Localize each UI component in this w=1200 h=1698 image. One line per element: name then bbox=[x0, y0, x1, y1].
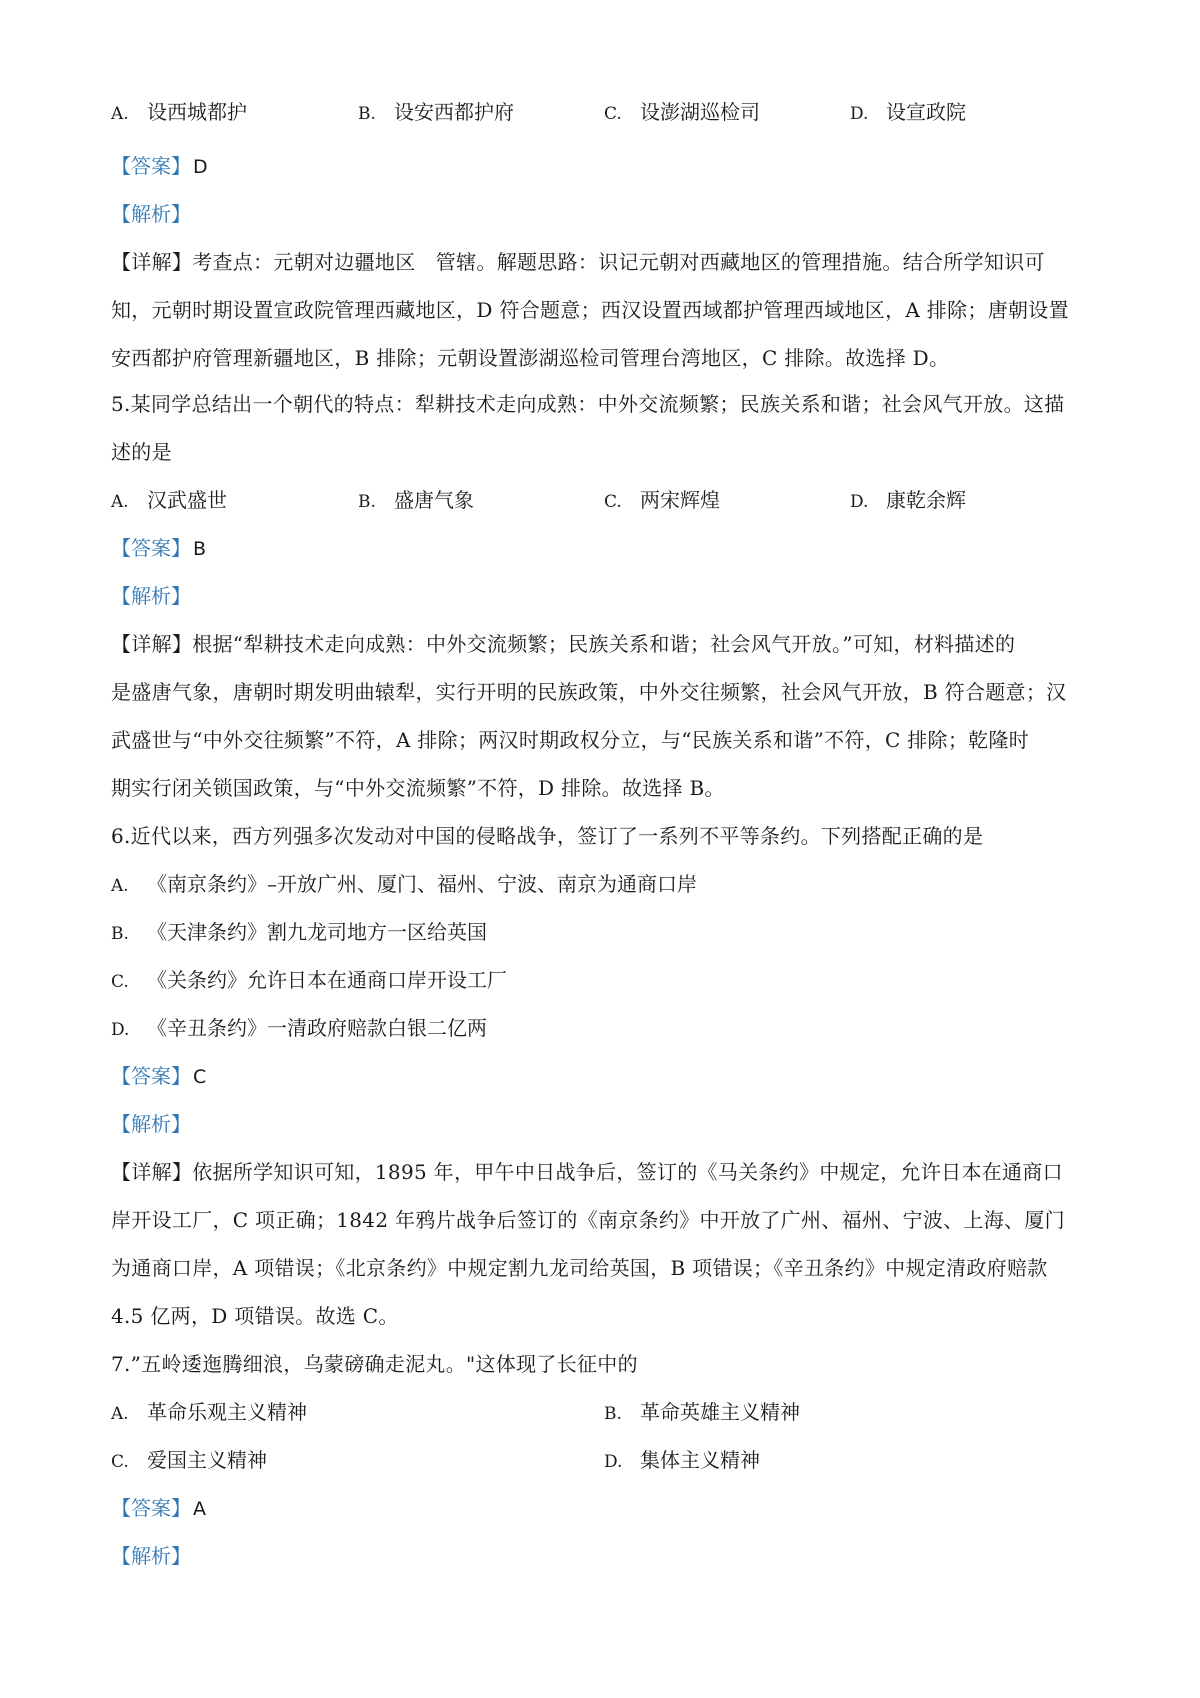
q7-option-d: D. 集体主义精神 bbox=[604, 1448, 760, 1472]
q4-detail-line: 【详解】考查点：元朝对边疆地区 管辖。解题思路：识记元朝对西藏地区的管理措施。结合所学知识可 bbox=[111, 250, 1045, 274]
q7-answer: 【答案】 A bbox=[111, 1496, 206, 1520]
q6-option-b: B. 《天津条约》割九龙司地方一区给英国 bbox=[111, 920, 487, 944]
q4-option-c: C. 设澎湖巡检司 bbox=[604, 100, 760, 124]
q6-detail-line: 4.5 亿两，D 项错误。故选 C。 bbox=[111, 1304, 399, 1328]
q5-stem-line: 述的是 bbox=[111, 440, 172, 464]
q4-option-b: B. 设安西都护府 bbox=[358, 100, 514, 124]
q6-option-a: A. 《南京条约》–开放广州、厦门、福州、宁波、南京为通商口岸 bbox=[111, 872, 697, 896]
q5-analysis-heading: 【解析】 bbox=[111, 584, 191, 608]
q7-analysis-heading: 【解析】 bbox=[111, 1544, 191, 1568]
q4-option-d: D. 设宣政院 bbox=[850, 100, 966, 124]
q7-stem: 7.”五岭逶迤腾细浪，乌蒙磅确走泥丸。"这体现了长征中的 bbox=[111, 1352, 638, 1376]
q5-detail-line: 期实行闭关锁国政策，与“中外交流频繁”不符，D 排除。故选择 B。 bbox=[111, 776, 725, 800]
q5-option-d: D. 康乾余辉 bbox=[850, 488, 966, 512]
q4-detail-line: 安西都护府管理新疆地区，B 排除；元朝设置澎湖巡检司管理台湾地区，C 排除。故选择 D。 bbox=[111, 346, 950, 370]
q6-detail-line: 岸开设工厂，C 项正确；1842 年鸦片战争后签订的《南京条约》中开放了广州、福州、宁波、上海、厦门 bbox=[111, 1208, 1065, 1232]
q4-option-a: A. 设西城都护 bbox=[111, 100, 247, 124]
q6-option-d: D. 《辛丑条约》一清政府赔款白银二亿两 bbox=[111, 1016, 487, 1040]
q5-stem-line: 5.某同学总结出一个朝代的特点：犁耕技术走向成熟：中外交流频繁；民族关系和谐；社会风气开放。这描 bbox=[111, 392, 1065, 416]
q4-detail-line: 知，元朝时期设置宣政院管理西藏地区，D 符合题意；西汉设置西域都护管理西域地区，A 排除；唐朝设置 bbox=[111, 298, 1069, 322]
q6-stem: 6.近代以来，西方列强多次发动对中国的侵略战争，签订了一系列不平等条约。下列搭配正确的是 bbox=[111, 824, 984, 848]
q6-analysis-heading: 【解析】 bbox=[111, 1112, 191, 1136]
q5-detail-line: 是盛唐气象，唐朝时期发明曲辕犁，实行开明的民族政策，中外交往频繁，社会风气开放，B 符合题意；汉 bbox=[111, 680, 1067, 704]
q4-analysis-heading: 【解析】 bbox=[111, 202, 191, 226]
q4-answer: 【答案】 D bbox=[111, 154, 208, 178]
q5-answer: 【答案】 B bbox=[111, 536, 207, 560]
q5-option-b: B. 盛唐气象 bbox=[358, 488, 474, 512]
q5-detail-line: 【详解】根据“犁耕技术走向成熟：中外交流频繁；民族关系和谐；社会风气开放。”可知，材料描述的 bbox=[111, 632, 1016, 656]
q6-detail-line: 【详解】依据所学知识可知，1895 年，甲午中日战争后，签订的《马关条约》中规定，允许日本在通商口 bbox=[111, 1160, 1063, 1184]
q6-answer: 【答案】 C bbox=[111, 1064, 207, 1088]
q6-option-c: C. 《关条约》允许日本在通商口岸开设工厂 bbox=[111, 968, 507, 992]
q5-detail-line: 武盛世与“中外交往频繁”不符，A 排除；两汉时期政权分立，与“民族关系和谐”不符，C 排除；乾隆时 bbox=[111, 728, 1030, 752]
q7-option-c: C. 爱国主义精神 bbox=[111, 1448, 267, 1472]
q5-option-c: C. 两宋辉煌 bbox=[604, 488, 720, 512]
q7-option-a: A. 革命乐观主义精神 bbox=[111, 1400, 307, 1424]
q7-option-b: B. 革命英雄主义精神 bbox=[604, 1400, 800, 1424]
q5-option-a: A. 汉武盛世 bbox=[111, 488, 227, 512]
q6-detail-line: 为通商口岸，A 项错误；《北京条约》中规定割九龙司给英国，B 项错误；《辛丑条约》中规定清政府赔款 bbox=[111, 1256, 1048, 1280]
